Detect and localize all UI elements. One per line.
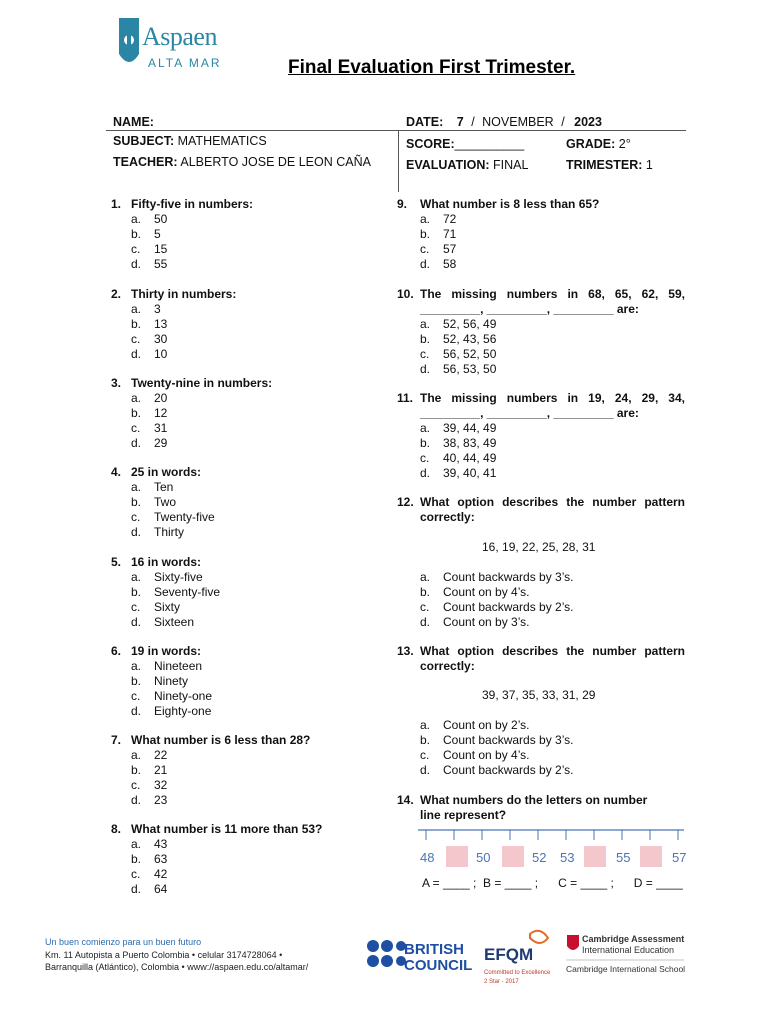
option-d: d. Eighty-one — [131, 704, 212, 718]
name-label: NAME: — [113, 115, 154, 129]
shield-icon — [118, 16, 140, 70]
option-c: c. 57 — [420, 242, 457, 256]
option-c: c. 15 — [131, 242, 168, 256]
option-b: b. 21 — [131, 763, 168, 777]
option-a: a. 72 — [420, 212, 457, 226]
blank-box-b — [502, 846, 524, 867]
question-number: 5. — [111, 555, 122, 569]
question-number: 13. — [397, 644, 414, 658]
option-a: a. 3 — [131, 302, 161, 316]
grade-value: 2° — [618, 137, 631, 151]
question-number: 6. — [111, 644, 122, 658]
question-stem: Fifty-five in numbers: — [131, 197, 254, 211]
question-number: 4. — [111, 465, 122, 479]
option-c: c. Count on by 4’s. — [420, 748, 530, 762]
question-6 — [111, 644, 212, 719]
option-d: d. Count backwards by 2’s. — [420, 763, 574, 777]
tick-label: 50 — [476, 850, 491, 865]
question-number: 14. — [397, 793, 414, 807]
question-2 — [111, 287, 236, 362]
option-d: d. 56, 53, 50 — [420, 362, 497, 376]
option-b: b. 12 — [131, 406, 168, 420]
teacher-field — [113, 155, 371, 169]
tick-label: 48 — [420, 850, 435, 865]
option-a: a. 50 — [131, 212, 168, 226]
option-c: c. 40, 44, 49 — [420, 451, 497, 465]
svg-text:COUNCIL: COUNCIL — [404, 957, 473, 974]
option-c: c. 32 — [131, 778, 168, 792]
subject-value: MATHEMATICS — [177, 134, 267, 148]
page-title: Final Evaluation First Trimester. — [288, 57, 576, 78]
question-stem: What number is 8 less than 65? — [420, 197, 600, 211]
question-10 — [397, 287, 685, 377]
number-sequence: 16, 19, 22, 25, 28, 31 — [482, 540, 596, 554]
question-4 — [111, 465, 215, 540]
question-stem: 25 in words: — [131, 465, 202, 479]
evaluation-value: FINAL — [493, 158, 529, 172]
question-number: 11. — [397, 391, 414, 405]
question-stem: The missing numbers in 19, 24, 29, 34, _________, _________, _________ are: — [420, 391, 685, 420]
svg-text:Committed to Excellence: Committed to Excellence — [484, 970, 551, 976]
option-b: b. Count on by 4’s. — [420, 585, 530, 599]
option-c: c. Sixty — [131, 600, 181, 614]
blank-box-c — [584, 846, 606, 867]
option-d: d. 10 — [131, 347, 168, 361]
question-stem: 16 in words: — [131, 555, 202, 569]
tick-label: 52 — [532, 850, 547, 865]
option-b: b. Count backwards by 3’s. — [420, 733, 574, 747]
blank-box-a — [446, 846, 468, 867]
footer-slogan: Un buen comienzo para un buen futuro — [45, 937, 202, 947]
trimester-label: TRIMESTER: — [566, 158, 643, 172]
option-c: c. 42 — [131, 867, 168, 881]
question-stem: What option describes the number pattern correctly: — [420, 495, 685, 524]
option-a: a. Nineteen — [131, 659, 203, 673]
option-c: c. Count backwards by 2’s. — [420, 600, 574, 614]
blank-box-d — [640, 846, 662, 867]
option-b: b. Two — [131, 495, 177, 509]
question-12-options — [397, 570, 574, 630]
option-c: c. 56, 52, 50 — [420, 347, 497, 361]
question-number: 2. — [111, 287, 122, 301]
number-line — [416, 826, 686, 896]
tick-label: 55 — [616, 850, 631, 865]
date-label: DATE: — [406, 115, 444, 129]
question-12 — [397, 495, 685, 525]
logo-name: Aspaen — [142, 22, 217, 51]
option-a: a. 52, 56, 49 — [420, 317, 497, 331]
option-b: b. 5 — [131, 227, 161, 241]
question-number: 10. — [397, 287, 414, 301]
option-b: b. Ninety — [131, 674, 189, 688]
question-8 — [111, 822, 322, 897]
question-number: 8. — [111, 822, 122, 836]
date-separator: / — [471, 115, 475, 129]
header-divider-top — [106, 130, 686, 131]
svg-text:International Education: International Education — [582, 945, 675, 955]
date-year: 2023 — [574, 115, 602, 129]
option-a: a. Count backwards by 3’s. — [420, 570, 574, 584]
logo-subtitle: ALTA MAR — [148, 56, 222, 70]
date-day: 7 — [456, 115, 464, 129]
option-a: a. Count on by 2’s. — [420, 718, 530, 732]
question-number: 7. — [111, 733, 122, 747]
option-a: a. 22 — [131, 748, 168, 762]
date-field — [406, 115, 602, 129]
option-d: d. 29 — [131, 436, 168, 450]
svg-text:Cambridge Assessment: Cambridge Assessment — [582, 934, 685, 944]
option-d: d. Count on by 3’s. — [420, 615, 530, 629]
question-stem: What number is 6 less than 28? — [131, 733, 311, 747]
option-d: d. 64 — [131, 882, 168, 896]
option-b: b. 13 — [131, 317, 168, 331]
score-blank: __________ — [454, 137, 525, 151]
tick-label: 53 — [560, 850, 575, 865]
header-divider-vertical — [398, 130, 399, 192]
date-month: NOVEMBER — [482, 115, 554, 129]
option-b: b. Seventy-five — [131, 585, 221, 599]
score-label: SCORE: — [406, 137, 455, 151]
address-line-1: Km. 11 Autopista a Puerto Colombia • celular 3174728064 • — [45, 950, 283, 960]
question-5 — [111, 555, 220, 630]
address-line-2: Barranquilla (Atlántico), Colombia • www://aspaen.edu.co/altamar/ — [45, 962, 309, 972]
option-c: c. 31 — [131, 421, 168, 435]
svg-text:EFQM: EFQM — [484, 945, 534, 964]
question-stem: What numbers do the letters on number line represent? — [420, 793, 648, 822]
option-a: a. 43 — [131, 837, 168, 851]
question-11 — [397, 391, 685, 481]
svg-text:Cambridge International School: Cambridge International School — [566, 964, 686, 974]
option-c: c. 30 — [131, 332, 168, 346]
efqm-logo — [484, 928, 556, 992]
option-a: a. 39, 44, 49 — [420, 421, 497, 435]
option-d: d. 39, 40, 41 — [420, 466, 497, 480]
trimester-value: 1 — [645, 158, 653, 172]
question-1 — [111, 197, 253, 272]
grade-label: GRADE: — [566, 137, 616, 151]
aspaen-logo — [118, 16, 278, 76]
question-7 — [111, 733, 310, 808]
option-d: d. 55 — [131, 257, 168, 271]
option-c: c. Twenty-five — [131, 510, 215, 524]
question-stem: Twenty-nine in numbers: — [131, 376, 273, 390]
question-3 — [111, 376, 272, 451]
evaluation-label: EVALUATION: — [406, 158, 490, 172]
tick-label: 57 — [672, 850, 686, 865]
date-separator: / — [561, 115, 565, 129]
teacher-value: ALBERTO JOSE DE LEON CAÑA — [180, 155, 371, 169]
option-a: a. 20 — [131, 391, 168, 405]
option-b: b. 38, 83, 49 — [420, 436, 497, 450]
answer-blanks: A = ____ ; B = ____ ; C = ____ ; D = ____ — [422, 876, 683, 890]
option-d: d. 58 — [420, 257, 457, 271]
number-sequence: 39, 37, 35, 33, 31, 29 — [482, 688, 596, 702]
option-a: a. Sixty-five — [131, 570, 203, 584]
score-field — [406, 137, 524, 151]
teacher-label: TEACHER: — [113, 155, 178, 169]
question-number: 12. — [397, 495, 414, 509]
option-b: b. 63 — [131, 852, 168, 866]
trimester-field — [566, 158, 653, 172]
question-number: 3. — [111, 376, 122, 390]
option-b: b. 52, 43, 56 — [420, 332, 497, 346]
evaluation-field — [406, 158, 528, 172]
question-9 — [397, 197, 599, 272]
cambridge-logo — [566, 932, 686, 978]
option-d: d. 23 — [131, 793, 168, 807]
footer-address — [45, 949, 308, 973]
question-number: 1. — [111, 197, 122, 211]
grade-field — [566, 137, 631, 151]
question-13 — [397, 644, 685, 674]
option-c: c. Ninety-one — [131, 689, 213, 703]
subject-label: SUBJECT: — [113, 134, 175, 148]
option-d: d. Sixteen — [131, 615, 195, 629]
question-13-options — [397, 718, 574, 778]
question-14 — [397, 793, 660, 823]
question-stem: What option describes the number pattern correctly: — [420, 644, 685, 673]
question-stem: Thirty in numbers: — [131, 287, 237, 301]
svg-text:2 Star - 2017: 2 Star - 2017 — [484, 979, 519, 985]
question-stem: What number is 11 more than 53? — [131, 822, 323, 836]
svg-text:BRITISH: BRITISH — [404, 941, 464, 958]
option-a: a. Ten — [131, 480, 174, 494]
option-b: b. 71 — [420, 227, 457, 241]
question-number: 9. — [397, 197, 408, 211]
question-stem: The missing numbers in 68, 65, 62, 59, _________, _________, _________ are: — [420, 287, 685, 316]
question-stem: 19 in words: — [131, 644, 202, 658]
option-d: d. Thirty — [131, 525, 184, 539]
british-council-logo — [366, 938, 476, 978]
subject-field — [113, 134, 267, 148]
